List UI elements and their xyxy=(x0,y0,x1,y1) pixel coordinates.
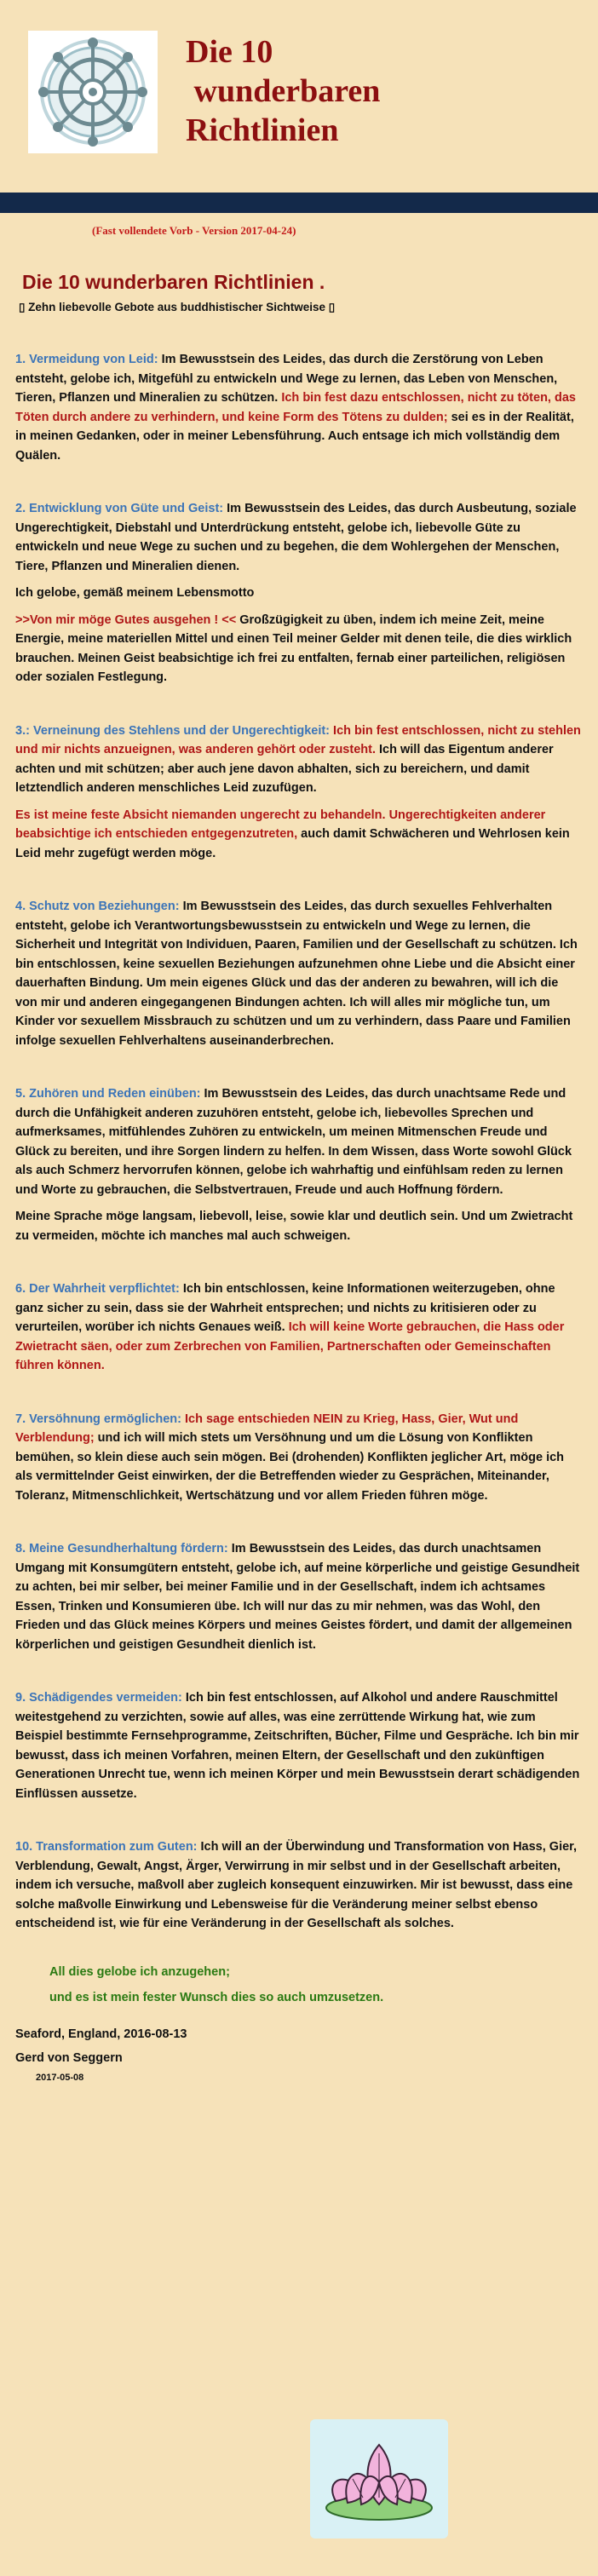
logo xyxy=(28,31,158,153)
page-title: Die 10 wunderbaren Richtlinien . xyxy=(22,271,325,293)
guideline-3 xyxy=(15,722,583,864)
guideline-text: Ich will das Eigentum anderer achten und mit schützen; aber auch jene davon abhalten, sich zu bereichern, und damit letztendlich anderen menschliches Leid zuzufügen. xyxy=(15,743,554,795)
main-content xyxy=(15,271,583,2085)
guideline-4 xyxy=(15,897,583,1050)
guideline-text: Ich bin entschlossen, keine Informationen weiterzugeben, ohne ganz sicher zu sein, dass sie der Wahrheit entsprechen; und nichts zu kritisieren oder zu verurteilen, worüber ich nichts Genaues weiß. xyxy=(15,1282,555,1334)
guideline-text: Im Bewusstsein des Leides, das durch unachtsamen Umgang mit Konsumgütern entsteht, gelobe ich, auf meine körperliche und geistige Gesundheit zu achten, bei mir selber, bei meiner Familie und in der Gesellschaft, indem ich achtsames Essen, Trinken und Konsumieren übe. Ich will nur das zu mir nehmen, was das Wohl, den Frieden und das Glück meines Körpers und meines Geistes fördert, und damit der allgemeinen körperlichen und geistigen Gesundheit dienlich ist. xyxy=(15,1542,580,1652)
guideline-text: Meine Sprache möge langsam, liebevoll, leise, sowie klar und deutlich sein. Und um Zwietracht zu vermeiden, möchte ich manches mal auch schweigen. xyxy=(15,1210,573,1243)
closing-line: All dies gelobe ich anzugehen; xyxy=(49,1964,230,1979)
guideline-10 xyxy=(15,1837,583,1934)
version-note: (Fast vollendete Vorb - Version 2017-04-24) xyxy=(92,224,296,237)
site-title: Die 10 wunderbaren Richtlinien xyxy=(186,34,381,148)
guideline-emphasis: Es ist meine feste Absicht niemanden ungerecht zu behandeln. Ungerechtigkeiten anderer beabsichtige ich entschieden entgegenzutreten, xyxy=(15,808,546,841)
guideline-heading: 7. Versöhnung ermöglichen: xyxy=(15,1412,181,1426)
guideline-heading: 1. Vermeidung von Leid: xyxy=(15,353,158,366)
guideline-text: Ich bin fest entschlossen, auf Alkohol und andere Rauschmittel weitestgehend zu verzichten, sowie auf alles, was eine zerrüttende Wirkung hat, wie zum Beispiel bestimmte Fernsehprogramme, Zeitschriften, Bücher, Filme und Gespräche. Ich bin mir bewusst, dass ich meinen Vorfahren, meinen Eltern, der Gesellschaft und den zukünftigen Generationen Unrecht tue, wenn ich meinen Körper und mein Bewusstsein derart schädigenden Einflüssen aussetze. xyxy=(15,1691,580,1801)
guideline-text: sei es in der Realität, in meinen Gedanken, oder in meiner Lebensführung. Auch entsage ich mich vollständig dem Quälen. xyxy=(15,410,574,463)
guideline-7 xyxy=(15,1410,583,1506)
signature-date: 2017-05-08 xyxy=(36,2072,84,2083)
lotus-flower-icon xyxy=(310,2419,448,2539)
guideline-text: und ich will mich stets um Versöhnung und um die Lösung von Konflikten bemühen, so klein diese auch sein mögen. Bei (drohenden) Konflikten jeglicher Art, möge ich als vermittelnder Geist einwirken, der die Betreffenden wieder zu Gesprächen, Miteinander, Toleranz, Mitmenschlichkeit, Wertschätzung und vor allem Frieden führen möge. xyxy=(15,1431,565,1503)
header xyxy=(0,0,598,189)
closing-vow xyxy=(49,1959,583,2010)
guideline-text: Im Bewusstsein des Leides, das durch sexuelles Fehlverhalten entsteht, gelobe ich Verantwortungsbewusstsein zu entwickeln und Wege zu lernen, die Sicherheit und Integrität von Individuen, Paaren, Familien und der Gesellschaft zu schützen. Ich bin entschlossen, keine sexuellen Beziehungen aufzunehmen ohne Liebe und die Absicht einer dauerhaften Bindung. Um mein eigenes Glück und das der anderen zu bewahren, will ich die von mir und anderen eingegangenen Bindungen achten. Ich will alles mir mögliche tun, um Kinder vor sexuellem Missbrauch zu schützen und um zu verhindern, dass Paare und Familien infolge sexuellen Fehlverhaltens auseinanderbrechen. xyxy=(15,900,578,1048)
guideline-emphasis: Ich sage entschieden NEIN zu Krieg, Hass, Gier, Wut und Verblendung; xyxy=(15,1412,519,1445)
guideline-text: Großzügigkeit zu üben, indem ich meine Zeit, meine Energie, meine materiellen Mittel und einen Teil meiner Gelder mit denen teile, die dies wirklich brauchen. Meinen Geist beabsichtige ich frei zu entfalten, fernab einer parteilichen, religiösen oder sozialen Festlegung. xyxy=(15,612,572,684)
guideline-text: auch damit Schwächeren und Wehrlosen kein Leid mehr zugefügt werden möge. xyxy=(15,827,570,860)
guideline-emphasis: Ich bin fest entschlossen, nicht zu stehlen und mir nichts anzueignen, was anderen gehört oder zusteht. xyxy=(15,723,581,756)
signature-place-date: Seaford, England, 2016-08-13 xyxy=(15,2027,187,2041)
guideline-emphasis: Ich will keine Worte gebrauchen, die Hass oder Zwietracht säen, oder zum Zerbrechen von Familien, Partnerschaften oder Gemeinschaften führen können. xyxy=(15,1320,565,1372)
dharma-wheel-icon xyxy=(28,31,158,153)
guideline-text: Im Bewusstsein des Leides, das durch Ausbeutung, soziale Ungerechtigkeit, Diebstahl und Unterdrückung entsteht, gelobe ich, liebevolle Güte zu entwickeln und neue Wege zu suchen und zu begehen, die dem Wohlergehen der Menschen, Tiere, Pflanzen und Mineralien dienen. xyxy=(15,502,577,573)
guideline-heading: 3.: Verneinung des Stehlens und der Ungerechtigkeit: xyxy=(15,723,331,738)
guideline-motto: >>Von mir möge Gutes ausgehen ! << xyxy=(15,612,237,627)
signature xyxy=(15,2022,583,2085)
nav-bar xyxy=(0,193,598,213)
guideline-8 xyxy=(15,1539,583,1654)
guideline-heading: 6. Der Wahrheit verpflichtet: xyxy=(15,1282,180,1296)
guideline-heading: 2. Entwicklung von Güte und Geist: xyxy=(15,502,224,515)
guideline-text: Ich gelobe, gemäß meinem Lebensmotto xyxy=(15,586,255,600)
page-subtitle: ▯ Zehn liebevolle Gebote aus buddhistischer Sichtweise ▯ xyxy=(19,301,336,313)
guideline-heading: 5. Zuhören und Reden einüben: xyxy=(15,1087,201,1101)
guideline-heading: 9. Schädigendes vermeiden: xyxy=(15,1691,182,1705)
guideline-heading: 8. Meine Gesundherhaltung fördern: xyxy=(15,1542,228,1555)
guideline-6 xyxy=(15,1279,583,1376)
closing-line: und es ist mein fester Wunsch dies so auch umzusetzen. xyxy=(49,1990,384,2004)
guideline-text: Im Bewusstsein des Leides, das durch die Zerstörung von Leben entsteht, gelobe ich, Mitgefühl zu entwickeln und Wege zu lernen, das Leben von Menschen, Tieren, Pflanzen und Mineralien zu schützen. xyxy=(15,353,558,405)
guideline-heading: 4. Schutz von Beziehungen: xyxy=(15,900,180,913)
guideline-emphasis: Ich bin fest dazu entschlossen, nicht zu töten, das Töten durch andere zu verhindern, und keine Form des Tötens zu dulden; xyxy=(15,391,576,424)
guideline-1 xyxy=(15,350,583,465)
guideline-2 xyxy=(15,499,583,687)
guideline-9 xyxy=(15,1688,583,1803)
guideline-text: Im Bewusstsein des Leides, das durch unachtsame Rede und durch die Unfähigkeit anderen zuzuhören entsteht, gelobe ich, liebevolles Sprechen und aufmerksames, mitfühlendes Zuhören zu entwickeln, um meinen Mitmenschen Freude und Glück zu bereiten, und ihre Sorgen lindern zu helfen. In dem Wissen, dass Worte sowohl Glück als auch Schmerz hervorrufen können, gelobe ich wahrhaftig und einfühlsam reden zu lernen und Worte zu gebrauchen, die Selbstvertrauen, Freude und auch Hoffnung fördern. xyxy=(15,1087,572,1197)
signature-name: Gerd von Seggern xyxy=(15,2050,123,2065)
lotus-image xyxy=(310,2419,448,2539)
guideline-5 xyxy=(15,1084,583,1245)
guideline-text: Ich will an der Überwindung und Transformation von Hass, Gier, Verblendung, Gewalt, Angst, Ärger, Verwirrung in mir selbst und in der Gesellschaft arbeiten, indem ich versuche, maßvoll aber zugleich konsequent einzuwirken. Mir ist bewusst, dass eine solche maßvolle Einwirkung und Lebensweise für die Veränderung meiner selbst ebenso entscheidend ist, wie für eine Veränderung in der Gesellschaft als solches. xyxy=(15,1840,578,1930)
guideline-heading: 10. Transformation zum Guten: xyxy=(15,1840,198,1854)
